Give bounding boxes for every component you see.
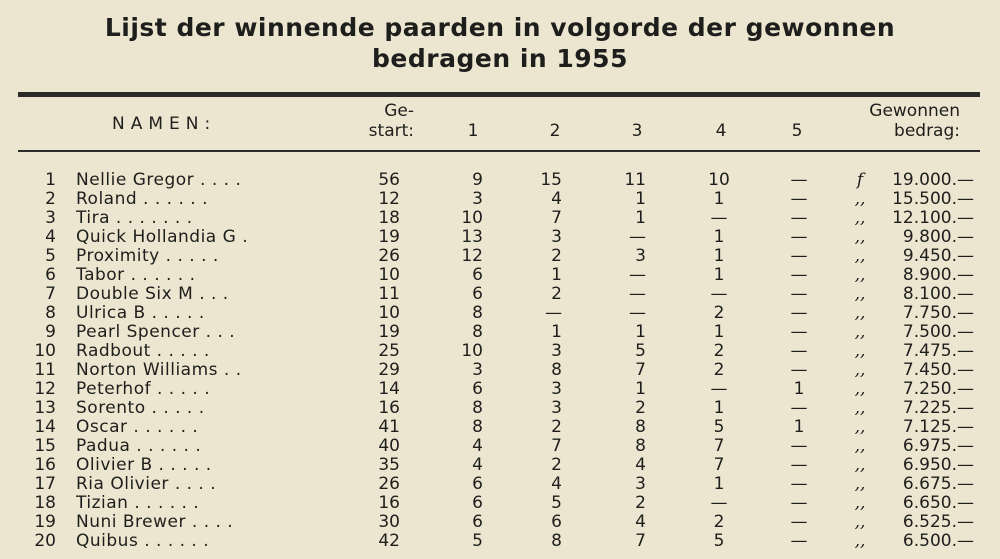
place-5-cell: —	[790, 322, 808, 342]
place-4-cell: 7	[713, 455, 725, 475]
table-row	[0, 209, 1000, 228]
place-5-cell: —	[790, 170, 808, 190]
amount-cell: 9.800.—	[902, 227, 974, 247]
place-2-cell: 4	[551, 474, 562, 494]
place-2-cell: 1	[551, 322, 562, 342]
currency-cell: ,,	[854, 227, 866, 247]
rank-cell: 11	[34, 360, 56, 380]
page-title-line-2: bedragen in 1955	[372, 44, 628, 73]
place-5-cell: —	[790, 341, 808, 361]
place-5-cell: —	[790, 303, 808, 323]
rank-cell: 14	[34, 417, 56, 437]
place-1-cell: 4	[472, 455, 483, 475]
place-3-cell: —	[629, 265, 646, 285]
name-cell: Double Six M . . .	[76, 285, 229, 304]
currency-cell: ,,	[854, 265, 866, 285]
name-cell: Radbout . . . . .	[76, 342, 210, 361]
place-4-cell: 1	[713, 322, 725, 342]
table-row	[0, 380, 1000, 399]
place-1-cell: 8	[472, 398, 483, 418]
name-cell: Sorento . . . . .	[76, 399, 205, 418]
place-3-cell: 4	[635, 512, 646, 532]
top-rule	[18, 92, 980, 97]
currency-cell: ,,	[854, 246, 866, 266]
place-2-cell: 1	[551, 265, 562, 285]
name-cell: Tizian . . . . . .	[76, 494, 200, 513]
rank-cell: 5	[45, 246, 56, 266]
name-cell: Quick Hollandia G .	[76, 228, 249, 247]
started-cell: 56	[378, 170, 400, 190]
name-cell: Padua . . . . . .	[76, 437, 202, 456]
place-1-cell: 3	[472, 189, 483, 209]
amount-cell: 7.250.—	[902, 379, 974, 399]
place-3-cell: 7	[635, 360, 646, 380]
place-2-cell: 8	[551, 531, 562, 551]
table-row	[0, 266, 1000, 285]
place-5-cell: —	[790, 493, 808, 513]
rank-cell: 3	[45, 208, 56, 228]
place-3-cell: —	[629, 227, 646, 247]
rank-cell: 12	[34, 379, 56, 399]
place-1-cell: 13	[461, 227, 483, 247]
place-4-cell: —	[710, 284, 728, 304]
place-5-cell: —	[790, 208, 808, 228]
rank-cell: 15	[34, 436, 56, 456]
currency-cell: ,,	[854, 303, 866, 323]
header-col-5: 5	[791, 121, 803, 141]
amount-cell: 19.000.—	[892, 170, 974, 190]
place-2-cell: 8	[551, 360, 562, 380]
place-4-cell: 5	[713, 417, 725, 437]
table-row	[0, 323, 1000, 342]
place-3-cell: 2	[635, 398, 646, 418]
place-5-cell: —	[790, 265, 808, 285]
started-cell: 14	[378, 379, 400, 399]
place-1-cell: 6	[472, 284, 483, 304]
place-5-cell: —	[790, 284, 808, 304]
place-1-cell: 6	[472, 265, 483, 285]
started-cell: 19	[378, 227, 400, 247]
place-3-cell: —	[629, 284, 646, 304]
place-4-cell: 1	[713, 189, 725, 209]
amount-cell: 7.225.—	[902, 398, 974, 418]
table-row	[0, 437, 1000, 456]
rank-cell: 19	[34, 512, 56, 532]
currency-cell: ,,	[854, 360, 866, 380]
amount-cell: 7.125.—	[902, 417, 974, 437]
place-4-cell: 10	[708, 170, 730, 190]
header-col-4: 4	[715, 121, 727, 141]
place-4-cell: 5	[713, 531, 725, 551]
amount-cell: 15.500.—	[892, 189, 974, 209]
amount-cell: 6.675.—	[902, 474, 974, 494]
place-5-cell: —	[790, 398, 808, 418]
currency-cell: f	[856, 170, 864, 190]
place-3-cell: 1	[635, 189, 646, 209]
place-1-cell: 6	[472, 493, 483, 513]
place-3-cell: 8	[635, 436, 646, 456]
results-table-body	[0, 171, 1000, 551]
started-cell: 29	[378, 360, 400, 380]
page-title-line-1: Lijst der winnende paarden in volgorde der gewonnen	[104, 13, 896, 42]
place-1-cell: 10	[461, 341, 483, 361]
place-2-cell: 3	[551, 379, 562, 399]
header-gestart-line-2: start:	[368, 121, 414, 141]
rank-cell: 17	[34, 474, 56, 494]
currency-cell: ,,	[854, 208, 866, 228]
place-3-cell: 11	[624, 170, 646, 190]
place-3-cell: 1	[635, 379, 646, 399]
header-bedrag-line-1: Gewonnen	[869, 101, 960, 121]
started-cell: 16	[378, 398, 400, 418]
table-row	[0, 190, 1000, 209]
place-4-cell: 1	[713, 474, 725, 494]
name-cell: Ria Olivier . . . .	[76, 475, 217, 494]
name-cell: Olivier B . . . . .	[76, 456, 212, 475]
amount-cell: 6.650.—	[902, 493, 974, 513]
amount-cell: 6.975.—	[902, 436, 974, 456]
place-2-cell: 3	[551, 227, 562, 247]
name-cell: Proximity . . . . .	[76, 247, 219, 266]
currency-cell: ,,	[854, 189, 866, 209]
started-cell: 18	[378, 208, 400, 228]
started-cell: 19	[378, 322, 400, 342]
name-cell: Roland . . . . . .	[76, 190, 209, 209]
place-3-cell: 3	[635, 246, 646, 266]
started-cell: 26	[378, 246, 400, 266]
place-5-cell: —	[790, 512, 808, 532]
rank-cell: 4	[45, 227, 56, 247]
currency-cell: ,,	[854, 322, 866, 342]
rank-cell: 13	[34, 398, 56, 418]
rank-cell: 1	[45, 170, 56, 190]
place-1-cell: 8	[472, 322, 483, 342]
started-cell: 10	[378, 303, 400, 323]
header-gestart-line-1: Ge-	[384, 101, 414, 121]
place-4-cell: 1	[713, 246, 725, 266]
started-cell: 10	[378, 265, 400, 285]
place-4-cell: 2	[713, 360, 725, 380]
place-2-cell: 2	[551, 284, 562, 304]
place-3-cell: 4	[635, 455, 646, 475]
place-3-cell: 7	[635, 531, 646, 551]
started-cell: 16	[378, 493, 400, 513]
amount-cell: 6.525.—	[902, 512, 974, 532]
amount-cell: 6.500.—	[902, 531, 974, 551]
currency-cell: ,,	[854, 474, 866, 494]
started-cell: 40	[378, 436, 400, 456]
rank-cell: 8	[45, 303, 56, 323]
place-5-cell: —	[790, 455, 808, 475]
place-4-cell: 1	[713, 265, 725, 285]
place-2-cell: 4	[551, 189, 562, 209]
place-1-cell: 6	[472, 379, 483, 399]
rank-cell: 6	[45, 265, 56, 285]
amount-cell: 8.900.—	[902, 265, 974, 285]
currency-cell: ,,	[854, 436, 866, 456]
name-cell: Ulrica B . . . . .	[76, 304, 205, 323]
place-5-cell: —	[790, 227, 808, 247]
name-cell: Nuni Brewer . . . .	[76, 513, 234, 532]
amount-cell: 7.500.—	[902, 322, 974, 342]
place-1-cell: 8	[472, 303, 483, 323]
header-namen: NAMEN:	[112, 114, 217, 134]
amount-cell: 7.475.—	[902, 341, 974, 361]
currency-cell: ,,	[854, 512, 866, 532]
table-row	[0, 456, 1000, 475]
started-cell: 12	[378, 189, 400, 209]
place-1-cell: 12	[461, 246, 483, 266]
place-1-cell: 10	[461, 208, 483, 228]
currency-cell: ,,	[854, 417, 866, 437]
rank-cell: 18	[34, 493, 56, 513]
name-cell: Tabor . . . . . .	[76, 266, 196, 285]
place-4-cell: —	[710, 208, 728, 228]
table-row	[0, 418, 1000, 437]
table-row	[0, 342, 1000, 361]
place-4-cell: 2	[713, 341, 725, 361]
amount-cell: 7.750.—	[902, 303, 974, 323]
place-5-cell: 1	[793, 379, 805, 399]
name-cell: Peterhof . . . . .	[76, 380, 211, 399]
place-4-cell: 2	[713, 512, 725, 532]
place-2-cell: 3	[551, 341, 562, 361]
amount-cell: 6.950.—	[902, 455, 974, 475]
place-5-cell: —	[790, 246, 808, 266]
place-2-cell: 3	[551, 398, 562, 418]
place-3-cell: 3	[635, 474, 646, 494]
amount-cell: 9.450.—	[902, 246, 974, 266]
place-2-cell: —	[545, 303, 562, 323]
place-1-cell: 6	[472, 512, 483, 532]
table-row	[0, 361, 1000, 380]
place-5-cell: —	[790, 531, 808, 551]
place-3-cell: —	[629, 303, 646, 323]
rank-cell: 20	[34, 531, 56, 551]
place-2-cell: 15	[540, 170, 562, 190]
started-cell: 25	[378, 341, 400, 361]
place-4-cell: —	[710, 379, 728, 399]
place-5-cell: —	[790, 474, 808, 494]
table-row	[0, 228, 1000, 247]
amount-cell: 8.100.—	[902, 284, 974, 304]
name-cell: Norton Williams . .	[76, 361, 242, 380]
place-4-cell: 1	[713, 398, 725, 418]
place-2-cell: 2	[551, 455, 562, 475]
header-col-2: 2	[549, 121, 561, 141]
place-1-cell: 8	[472, 417, 483, 437]
place-3-cell: 2	[635, 493, 646, 513]
currency-cell: ,,	[854, 398, 866, 418]
place-1-cell: 6	[472, 474, 483, 494]
started-cell: 30	[378, 512, 400, 532]
place-1-cell: 4	[472, 436, 483, 456]
name-cell: Pearl Spencer . . .	[76, 323, 236, 342]
place-5-cell: —	[790, 436, 808, 456]
name-cell: Oscar . . . . . .	[76, 418, 199, 437]
started-cell: 42	[378, 531, 400, 551]
place-4-cell: 2	[713, 303, 725, 323]
started-cell: 11	[378, 284, 400, 304]
amount-cell: 12.100.—	[892, 208, 974, 228]
place-1-cell: 5	[472, 531, 483, 551]
currency-cell: ,,	[854, 531, 866, 551]
amount-cell: 7.450.—	[902, 360, 974, 380]
place-2-cell: 7	[551, 208, 562, 228]
header-rule	[18, 150, 980, 152]
started-cell: 35	[378, 455, 400, 475]
rank-cell: 7	[45, 284, 56, 304]
header-bedrag	[838, 101, 960, 141]
header-col-3: 3	[631, 121, 643, 141]
header-col-1: 1	[467, 121, 479, 141]
place-2-cell: 5	[551, 493, 562, 513]
place-3-cell: 1	[635, 322, 646, 342]
started-cell: 26	[378, 474, 400, 494]
place-4-cell: 1	[713, 227, 725, 247]
place-4-cell: 7	[713, 436, 725, 456]
table-row	[0, 513, 1000, 532]
name-cell: Quibus . . . . . .	[76, 532, 210, 551]
started-cell: 41	[378, 417, 400, 437]
currency-cell: ,,	[854, 341, 866, 361]
place-1-cell: 3	[472, 360, 483, 380]
rank-cell: 16	[34, 455, 56, 475]
place-2-cell: 6	[551, 512, 562, 532]
rank-cell: 9	[45, 322, 56, 342]
place-3-cell: 1	[635, 208, 646, 228]
table-row	[0, 475, 1000, 494]
table-row	[0, 247, 1000, 266]
table-row	[0, 399, 1000, 418]
rank-cell: 2	[45, 189, 56, 209]
table-row	[0, 285, 1000, 304]
table-row	[0, 304, 1000, 323]
place-2-cell: 7	[551, 436, 562, 456]
table-row	[0, 171, 1000, 190]
place-1-cell: 9	[472, 170, 483, 190]
place-5-cell: —	[790, 360, 808, 380]
currency-cell: ,,	[854, 284, 866, 304]
header-bedrag-line-2: bedrag:	[894, 121, 960, 141]
place-3-cell: 5	[635, 341, 646, 361]
place-5-cell: —	[790, 189, 808, 209]
table-row	[0, 532, 1000, 551]
place-3-cell: 8	[635, 417, 646, 437]
place-5-cell: 1	[793, 417, 805, 437]
name-cell: Tira . . . . . . .	[76, 209, 193, 228]
table-row	[0, 494, 1000, 513]
currency-cell: ,,	[854, 455, 866, 475]
currency-cell: ,,	[854, 379, 866, 399]
rank-cell: 10	[34, 341, 56, 361]
name-cell: Nellie Gregor . . . .	[76, 171, 242, 190]
place-2-cell: 2	[551, 246, 562, 266]
currency-cell: ,,	[854, 493, 866, 513]
header-gestart	[352, 101, 414, 141]
place-4-cell: —	[710, 493, 728, 513]
place-2-cell: 2	[551, 417, 562, 437]
